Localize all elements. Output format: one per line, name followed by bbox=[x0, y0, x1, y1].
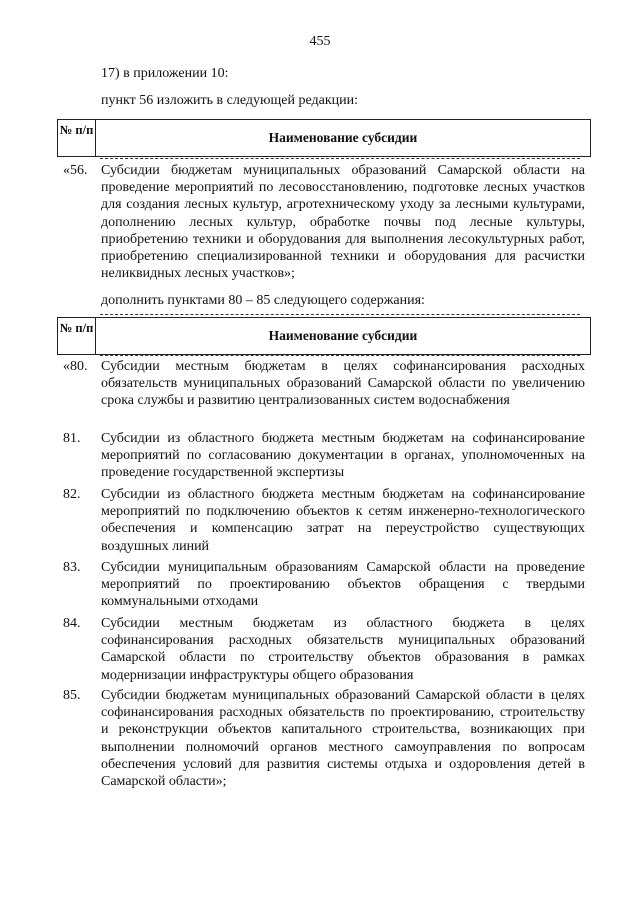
row-text: Субсидии из областного бюджета местным бюджетам на софинансирование мероприятий по подключению объектов к сетям инженерно-технологического обеспечения и компенсацию затрат на переустройство существующих воздушных линий bbox=[101, 487, 585, 554]
add-points-text: дополнить пунктами 80 – 85 следующего содержания: bbox=[101, 293, 425, 308]
row-text: Субсидии местным бюджетам из областного бюджета в целях софинансирования расходных обязательств муниципальных образований Самарской области по строительству объектов образования в рамках модернизации инфраструктуры общего образования bbox=[101, 616, 585, 683]
num-column-header: № п/п bbox=[58, 120, 96, 156]
row-text: Субсидии из областного бюджета местным бюджетам на софинансирование мероприятий по согласованию документации в органах, уполномоченных на проведение государственной экспертизы bbox=[101, 431, 585, 481]
row-text: Субсидии бюджетам муниципальных образований Самарской области на проведение мероприятий по лесовосстановлению, подготовке лесных участков для создания лесных культур, агротехническому уходу за лесными культурами, дополнению лесных культур, обработке почвы под лесные культуры, приобретению техники и оборудования для выполнения лесокультурных работ, приобретению специализированной техники и оборудования для расчистки неликвидных лесных участков»; bbox=[101, 163, 585, 282]
row-number: «80. bbox=[63, 359, 88, 374]
row-number: 83. bbox=[63, 560, 81, 575]
table-header-1 bbox=[57, 119, 591, 157]
row-number: 84. bbox=[63, 616, 81, 631]
header-divider-2 bbox=[100, 355, 580, 356]
name-column-header: Наименование субсидии bbox=[268, 328, 418, 343]
row-text: Субсидии местным бюджетам в целях софинансирования расходных обязательств муниципальных образований Самарской области по увеличению срока службы и развитию централизованных систем водоснабжения bbox=[101, 359, 585, 409]
row-number: 81. bbox=[63, 431, 81, 446]
row-number: «56. bbox=[63, 163, 88, 178]
table-header-2 bbox=[57, 317, 591, 355]
intro-line-2: пункт 56 изложить в следующей редакции: bbox=[101, 93, 358, 108]
row-number: 82. bbox=[63, 487, 81, 502]
name-column-header: Наименование субсидии bbox=[268, 130, 418, 145]
intro-line-1: 17) в приложении 10: bbox=[101, 66, 229, 81]
row-text: Субсидии бюджетам муниципальных образований Самарской области в целях софинансирования расходных обязательств по проектированию, строительству и реконструкции объектов капитального строительства, возникающих при выполнении полномочий органов местного самоуправления по вопросам обеспечения условий для развития системы отдыха и оздоровления детей в Самарской области»; bbox=[101, 688, 585, 790]
header-divider-1 bbox=[100, 158, 580, 159]
row-text: Субсидии муниципальным образованиям Самарской области на проведение мероприятий по проектированию объектов обращения с твердыми коммунальными отходами bbox=[101, 560, 585, 610]
row-number: 85. bbox=[63, 688, 81, 703]
page-number: 455 bbox=[309, 34, 331, 49]
header-divider-top bbox=[100, 314, 580, 315]
num-column-header: № п/п bbox=[58, 318, 96, 354]
